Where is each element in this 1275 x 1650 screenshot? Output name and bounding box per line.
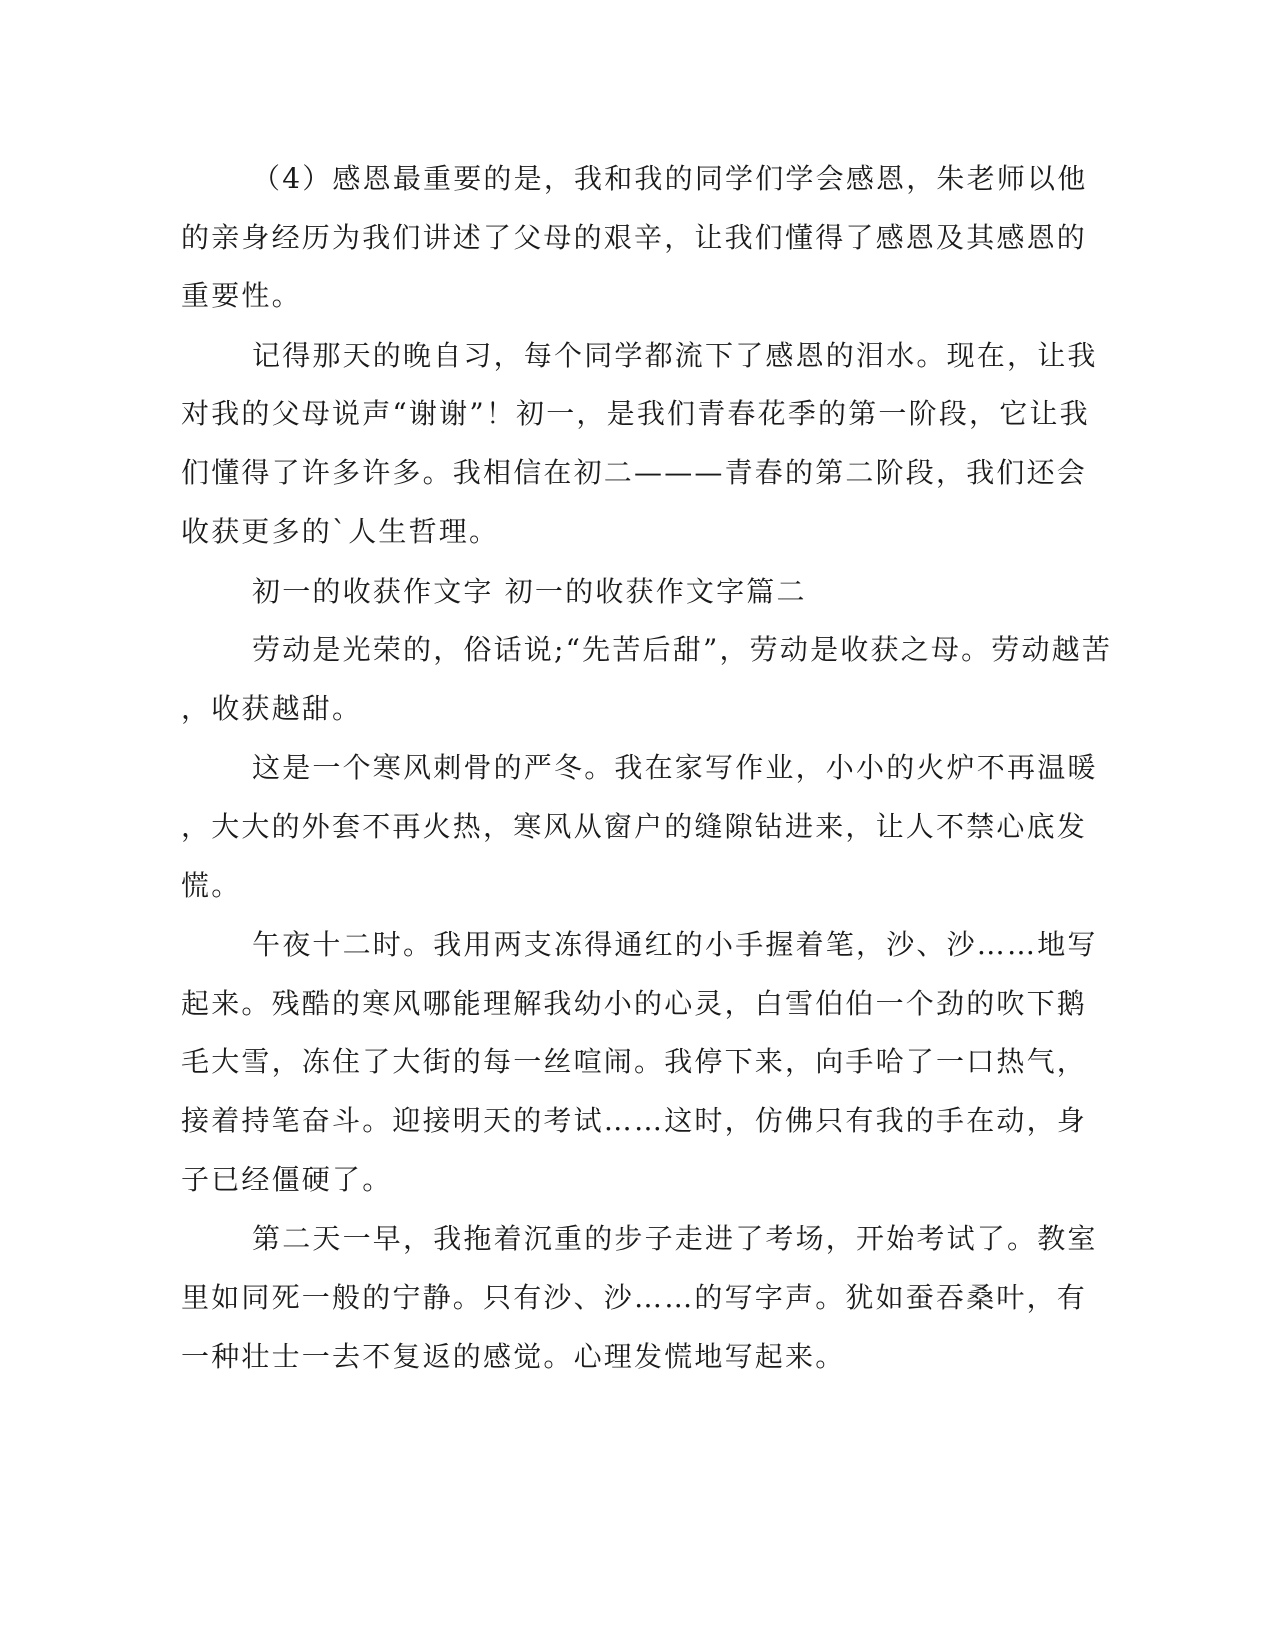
text-line: ，收获越甜。	[181, 692, 363, 725]
text-line: 接着持笔奋斗。迎接明天的考试……这时，仿佛只有我的手在动，身	[181, 1104, 1088, 1137]
text-line: ，大大的外套不再火热，寒风从窗户的缝隙钻进来，让人不禁心底发	[181, 810, 1088, 843]
text-line: 们懂得了许多许多。我相信在初二———青春的第二阶段，我们还会	[181, 456, 1088, 489]
text-line: 重要性。	[181, 279, 302, 312]
text-line: 子已经僵硬了。	[181, 1163, 393, 1196]
text-line: （4）感恩最重要的是，我和我的同学们学会感恩，朱老师以他	[252, 162, 1088, 195]
text-line: 里如同死一般的宁静。只有沙、沙……的写字声。犹如蚕吞桑叶，有	[181, 1281, 1088, 1314]
text-line: 慌。	[181, 869, 242, 902]
text-line: 一种壮士一去不复返的感觉。心理发慌地写起来。	[181, 1340, 846, 1373]
text-line: 午夜十二时。我用两支冻得通红的小手握着笔，沙、沙……地写	[252, 928, 1098, 961]
text-line: 收获更多的`人生哲理。	[181, 515, 500, 548]
text-line: 第二天一早，我拖着沉重的步子走进了考场，开始考试了。教室	[252, 1222, 1098, 1255]
text-line: 的亲身经历为我们讲述了父母的艰辛，让我们懂得了感恩及其感恩的	[181, 221, 1088, 254]
text-line: 起来。残酷的寒风哪能理解我幼小的心灵，白雪伯伯一个劲的吹下鹅	[181, 987, 1088, 1020]
section-heading: 初一的收获作文字 初一的收获作文字篇二	[252, 575, 807, 608]
text-line: 对我的父母说声“谢谢”！初一，是我们青春花季的第一阶段，它让我	[181, 397, 1090, 430]
text-line: 记得那天的晚自习，每个同学都流下了感恩的泪水。现在，让我	[252, 339, 1098, 372]
text-line: 劳动是光荣的，俗话说;“先苦后甜”，劳动是收获之母。劳动越苦	[252, 633, 1113, 666]
text-line: 毛大雪，冻住了大街的每一丝喧闹。我停下来，向手哈了一口热气，	[181, 1045, 1088, 1078]
text-line: 这是一个寒风刺骨的严冬。我在家写作业，小小的火炉不再温暖	[252, 751, 1098, 784]
